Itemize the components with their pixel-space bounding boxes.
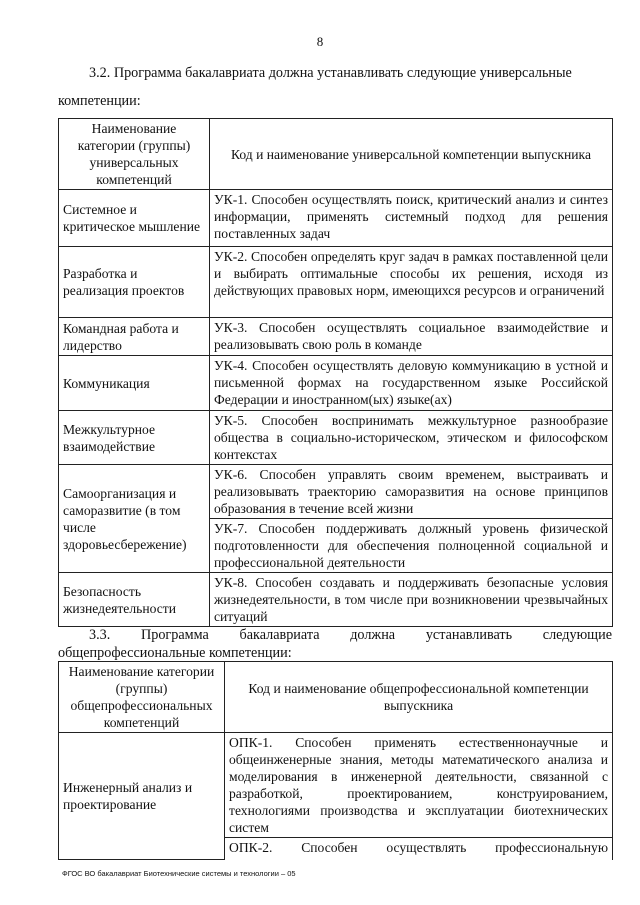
table-header-competence: Код и наименование общепрофессиональной компетенции выпускника (225, 662, 613, 733)
competence-cell: УК-7. Способен поддерживать должный уровень физической подготовленности для обеспечения полноценной социальной и профессиональной деятельности (210, 519, 613, 573)
section-3-2-intro-line1: 3.2. Программа бакалавриата должна устанавливать следующие универсальные (89, 65, 572, 81)
general-professional-competencies-table (58, 661, 613, 860)
category-cell: Командная работа и лидерство (59, 318, 210, 356)
category-cell: Разработка и реализация проектов (59, 247, 210, 318)
section-3-2-intro-line2: компетенции: (58, 93, 141, 109)
section-3-3-intro (58, 626, 612, 662)
competence-cell: УК-8. Способен создавать и поддерживать безопасные условия жизнедеятельности, в том числе при возникновении чрезвычайных ситуаций (210, 573, 613, 627)
competence-cell: УК-1. Способен осуществлять поиск, критический анализ и синтез информации, применять системный подход для решения поставленных задач (210, 190, 613, 247)
category-cell: Системное и критическое мышление (59, 190, 210, 247)
competence-cell: УК-2. Способен определять круг задач в рамках поставленной цели и выбирать оптимальные способы их решения, исходя из действующих правовых норм, имеющихся ресурсов и ограничений (210, 247, 613, 318)
page-footer: ФГОС ВО бакалавриат Биотехнические системы и технологии – 05 (62, 869, 296, 878)
section-3-3-intro-line2: общепрофессиональные компетенции: (58, 645, 292, 661)
competence-cell: ОПК-2. Способен осуществлять профессиональную (225, 838, 613, 860)
section-3-3-intro-line1: 3.3. Программа бакалавриата должна устанавливать следующие (89, 627, 612, 643)
universal-competencies-table (58, 118, 613, 627)
competence-cell: УК-6. Способен управлять своим временем, выстраивать и реализовывать траекторию саморазвития на основе принципов образования в течение всей жизни (210, 465, 613, 519)
competence-cell: ОПК-1. Способен применять естественнонаучные и общеинженерные знания, методы математического анализа и моделирования в инженерной деятельности, связанной с разработкой, проектированием, конструированием, технологиями производства и эксплуатации биотехнических систем (225, 733, 613, 838)
competence-cell: УК-4. Способен осуществлять деловую коммуникацию в устной и письменной формах на государственном языке Российской Федерации и иностранном(ых) языке(ах) (210, 356, 613, 411)
competence-cell: УК-3. Способен осуществлять социальное взаимодействие и реализовывать свою роль в команде (210, 318, 613, 356)
category-cell: Самоорганизация и саморазвитие (в том числе здоровьесбережение) (59, 465, 210, 573)
competence-cell: УК-5. Способен воспринимать межкультурное разнообразие общества в социально-историческом, этическом и философском контекстах (210, 411, 613, 465)
category-cell: Межкультурное взаимодействие (59, 411, 210, 465)
category-cell: Инженерный анализ и проектирование (59, 733, 225, 860)
table-header-category: Наименование категории (группы) универсальных компетенций (59, 119, 210, 190)
table-header-category: Наименование категории (группы) общепрофессиональных компетенций (59, 662, 225, 733)
section-3-2-intro (58, 64, 612, 110)
category-cell: Безопасность жизнедеятельности (59, 573, 210, 627)
page-number: 8 (316, 34, 324, 49)
category-cell: Коммуникация (59, 356, 210, 411)
table-header-competence: Код и наименование универсальной компетенции выпускника (210, 119, 613, 190)
